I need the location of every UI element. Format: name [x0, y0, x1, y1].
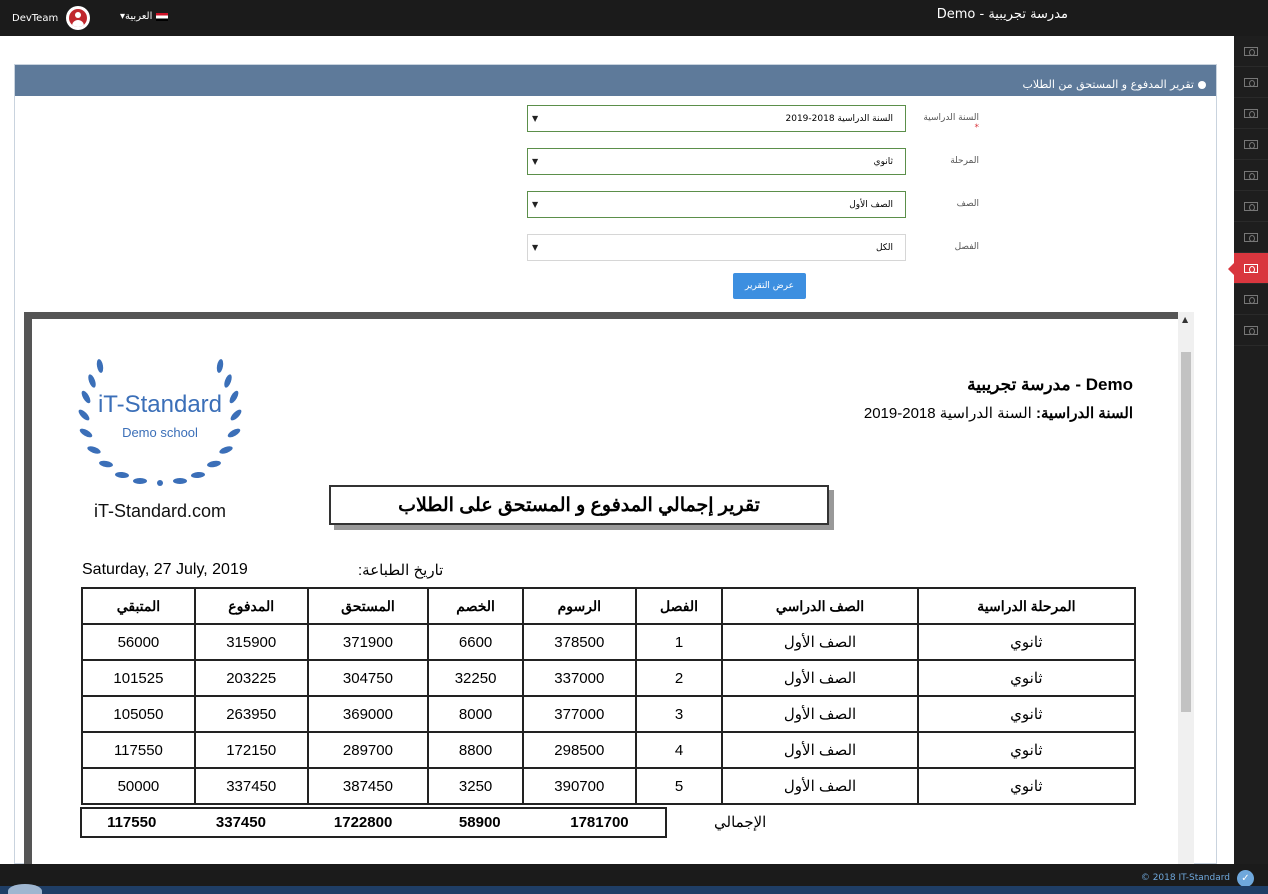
dropdown-arrow-icon: ▼ [532, 114, 539, 123]
column-header: الصف الدراسي [722, 588, 917, 624]
table-cell: 377000 [523, 696, 636, 732]
taskbar [0, 886, 1268, 894]
stage-select[interactable] [527, 148, 906, 175]
academic-year [864, 404, 1133, 422]
totals-row [80, 807, 667, 838]
sidebar [1234, 36, 1268, 864]
table-cell: 117550 [82, 732, 195, 768]
money-icon [1244, 326, 1258, 335]
academic-year-label: السنة الدراسية: [1035, 405, 1133, 422]
report-viewer [24, 312, 1194, 865]
table-cell: 101525 [82, 660, 195, 696]
column-header: الفصل [636, 588, 723, 624]
table-cell: 390700 [523, 768, 636, 804]
form-row-stage [527, 148, 1007, 175]
table-cell: 289700 [308, 732, 429, 768]
sidebar-item[interactable] [1234, 315, 1268, 346]
table-cell: 32250 [428, 660, 523, 696]
table-cell: 172150 [195, 732, 308, 768]
report-panel [14, 64, 1217, 864]
table-cell: 378500 [523, 624, 636, 660]
table-cell: 371900 [308, 624, 429, 660]
app-title: مدرسة تجريبية - Demo [936, 7, 1068, 22]
grade-select[interactable] [527, 191, 906, 218]
copyright: © 2018 IT-Standard [1140, 873, 1230, 883]
school-logo [70, 351, 250, 531]
stage-label: المرحلة [950, 156, 979, 166]
vertical-scrollbar[interactable] [1178, 312, 1194, 865]
dropdown-arrow-icon: ▼ [532, 157, 539, 166]
print-date-label: تاريخ الطباعة: [358, 562, 444, 579]
academic-year-value: السنة الدراسية 2018-2019 [863, 405, 1032, 422]
grade-label: الصف [956, 199, 979, 209]
column-header: المرحلة الدراسية [918, 588, 1135, 624]
table-cell: 337450 [195, 768, 308, 804]
logo-brand: iT-Standard [97, 391, 223, 418]
total-due: 1722800 [333, 814, 393, 831]
flag-icon [156, 13, 168, 21]
table-row [82, 696, 1135, 732]
table-cell: 4 [636, 732, 723, 768]
money-icon [1244, 295, 1258, 304]
table-cell: 50000 [82, 768, 195, 804]
form-row-year [527, 105, 1007, 132]
class-select-value: الكل [875, 242, 893, 253]
table-cell: 298500 [523, 732, 636, 768]
avatar[interactable] [66, 6, 90, 30]
sidebar-item-active[interactable] [1234, 253, 1268, 284]
sidebar-item[interactable] [1234, 67, 1268, 98]
table-row [82, 732, 1135, 768]
user-menu[interactable] [12, 6, 90, 30]
language-selector[interactable] [120, 11, 168, 22]
money-icon [1244, 171, 1258, 180]
bullet-icon [1198, 81, 1206, 89]
table-cell: 3 [636, 696, 723, 732]
table-cell: ثانوي [918, 696, 1135, 732]
table-cell: ثانوي [918, 660, 1135, 696]
report-table [81, 587, 1136, 805]
grade-select-value: الصف الأول [849, 199, 893, 210]
table-cell: الصف الأول [722, 696, 917, 732]
table-cell: 3250 [428, 768, 523, 804]
report-page [32, 319, 1178, 865]
user-icon [69, 9, 87, 27]
table-row [82, 624, 1135, 660]
table-cell: 5 [636, 768, 723, 804]
class-select[interactable] [527, 234, 906, 261]
print-date: Saturday, 27 July, 2019 [82, 561, 248, 578]
table-cell: ثانوي [918, 768, 1135, 804]
year-select[interactable] [527, 105, 906, 132]
table-cell: 105050 [82, 696, 195, 732]
sidebar-item[interactable] [1234, 160, 1268, 191]
totals-label: الإجمالي [714, 814, 767, 831]
table-cell: 337000 [523, 660, 636, 696]
class-label: الفصل [954, 242, 979, 252]
column-header: الرسوم [523, 588, 636, 624]
stage-select-value: ثانوي [873, 156, 893, 167]
column-header: المستحق [308, 588, 429, 624]
year-select-value: السنة الدراسية 2018-2019 [785, 113, 893, 124]
table-cell: 304750 [308, 660, 429, 696]
sidebar-item[interactable] [1234, 36, 1268, 67]
top-bar [0, 0, 1268, 36]
column-header: الخصم [428, 588, 523, 624]
table-cell: ثانوي [918, 732, 1135, 768]
column-header: المدفوع [195, 588, 308, 624]
total-remaining: 117550 [107, 814, 157, 831]
year-label [917, 113, 1007, 133]
table-cell: الصف الأول [722, 732, 917, 768]
dropdown-arrow-icon: ▼ [532, 243, 539, 252]
table-cell: 2 [636, 660, 723, 696]
table-cell: 315900 [195, 624, 308, 660]
money-icon [1244, 264, 1258, 273]
money-icon [1244, 202, 1258, 211]
total-paid: 337450 [215, 814, 266, 831]
table-cell: 203225 [195, 660, 308, 696]
table-cell: الصف الأول [722, 768, 917, 804]
form-row-class [527, 234, 1007, 261]
table-row [82, 768, 1135, 804]
sidebar-item[interactable] [1234, 129, 1268, 160]
brand-badge-icon: ✓ [1237, 870, 1254, 887]
money-icon [1244, 233, 1258, 242]
sidebar-item[interactable] [1234, 191, 1268, 222]
table-cell: 56000 [82, 624, 195, 660]
scroll-thumb[interactable] [1181, 352, 1191, 712]
table-cell: 6600 [428, 624, 523, 660]
table-cell: 8800 [428, 732, 523, 768]
panel-header [15, 65, 1216, 96]
start-button[interactable] [8, 884, 42, 894]
dropdown-arrow-icon: ▼ [532, 200, 539, 209]
user-name: DevTeam [12, 12, 59, 24]
form-row-grade [527, 191, 1007, 218]
money-icon [1244, 78, 1258, 87]
column-header: المتبقي [82, 588, 195, 624]
table-row [82, 660, 1135, 696]
table-cell: الصف الأول [722, 660, 917, 696]
school-name: Demo - مدرسة تجريبية [967, 375, 1133, 394]
table-cell: 263950 [195, 696, 308, 732]
table-header-row [82, 588, 1135, 624]
scroll-up-icon[interactable]: ▲ [1182, 315, 1189, 324]
table-cell: 369000 [308, 696, 429, 732]
year-label-text: السنة الدراسية [923, 113, 979, 123]
chevron-down-icon: ▾ [120, 11, 126, 22]
table-cell: 1 [636, 624, 723, 660]
required-mark: * [974, 123, 979, 133]
table-cell: 8000 [428, 696, 523, 732]
sidebar-item[interactable] [1234, 98, 1268, 129]
total-fees: 1781700 [570, 814, 629, 831]
logo-subtitle: Demo school [122, 425, 198, 440]
report-title: تقرير إجمالي المدفوع و المستحق على الطلاب [329, 485, 829, 525]
table-cell: الصف الأول [722, 624, 917, 660]
logo-url: iT-Standard.com [93, 501, 227, 521]
sidebar-item[interactable] [1234, 284, 1268, 315]
language-label: العربية [125, 11, 153, 22]
panel-title: تقرير المدفوع و المستحق من الطلاب [1022, 78, 1194, 91]
total-discount: 58900 [458, 814, 501, 831]
show-report-button[interactable]: عرض التقرير [733, 273, 806, 299]
money-icon [1244, 47, 1258, 56]
table-cell: 387450 [308, 768, 429, 804]
table-cell: ثانوي [918, 624, 1135, 660]
money-icon [1244, 140, 1258, 149]
sidebar-item[interactable] [1234, 222, 1268, 253]
money-icon [1244, 109, 1258, 118]
